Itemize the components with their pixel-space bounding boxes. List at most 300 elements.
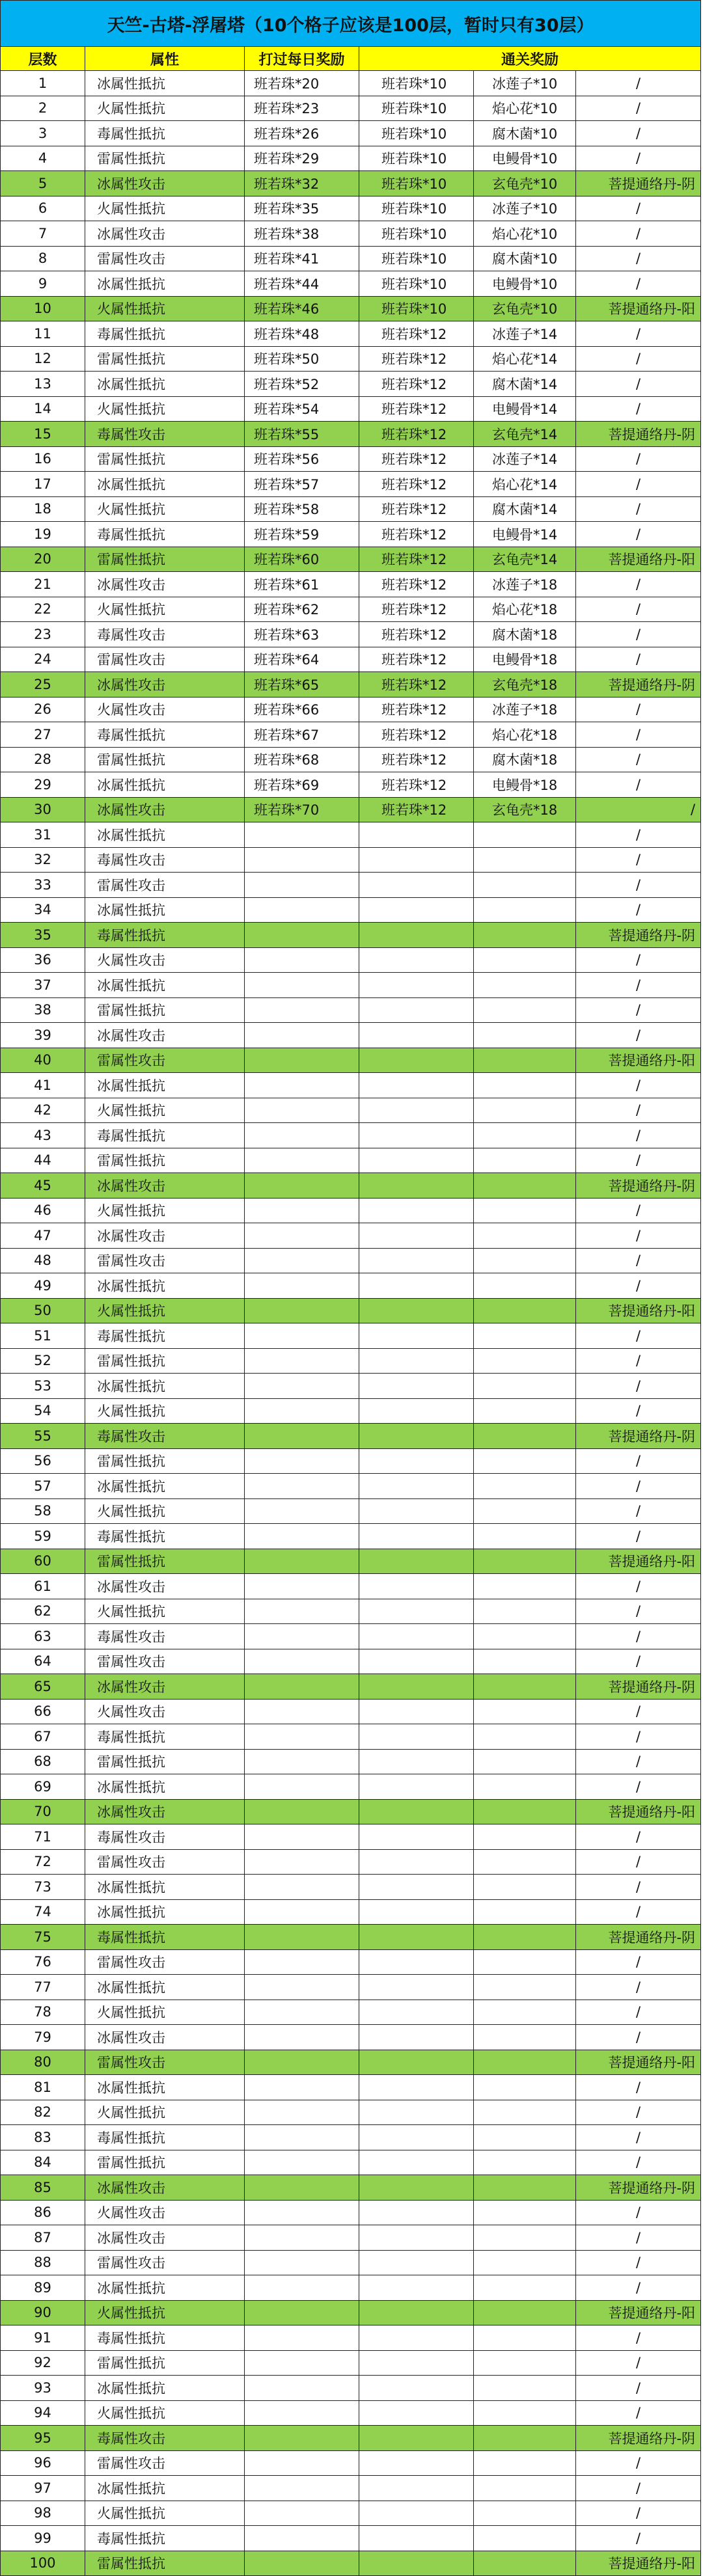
clear-reward-pill-cell: /	[576, 622, 701, 647]
floor-cell: 25	[1, 672, 85, 698]
clear-reward-pill-cell: /	[576, 697, 701, 722]
clear-reward-pill-cell: /	[576, 1824, 701, 1850]
clear-reward-material-cell	[474, 2125, 576, 2150]
clear-reward-beads-cell: 班若珠*12	[359, 321, 474, 347]
daily-reward-cell: 班若珠*50	[245, 346, 359, 372]
clear-reward-pill-cell: /	[576, 1899, 701, 1925]
floor-cell: 93	[1, 2376, 85, 2401]
clear-reward-pill-cell: /	[576, 346, 701, 372]
clear-reward-material-cell	[474, 1023, 576, 1048]
clear-reward-material-cell	[474, 1323, 576, 1349]
clear-reward-material-cell: 玄龟壳*10	[474, 296, 576, 321]
clear-reward-material-cell	[474, 2050, 576, 2075]
daily-reward-cell: 班若珠*46	[245, 296, 359, 321]
clear-reward-beads-cell	[359, 1398, 474, 1424]
attribute-cell: 火属性抵抗	[85, 2100, 245, 2125]
clear-reward-beads-cell	[359, 2225, 474, 2251]
daily-reward-cell: 班若珠*29	[245, 146, 359, 171]
clear-reward-pill-cell: /	[576, 1023, 701, 1048]
table-row	[1, 2325, 701, 2351]
clear-reward-material-cell: 玄龟壳*14	[474, 422, 576, 447]
clear-reward-pill-cell: /	[576, 1448, 701, 1474]
clear-reward-material-cell: 焰心花*14	[474, 472, 576, 497]
floor-cell: 45	[1, 1173, 85, 1199]
daily-reward-cell: 班若珠*60	[245, 547, 359, 572]
floor-cell: 27	[1, 722, 85, 748]
table-row	[1, 2200, 701, 2225]
attribute-cell: 火属性抵抗	[85, 1298, 245, 1323]
clear-reward-pill-cell: /	[576, 1223, 701, 1249]
floor-cell: 30	[1, 797, 85, 822]
attribute-cell: 火属性抵抗	[85, 196, 245, 221]
clear-reward-beads-cell	[359, 1448, 474, 1474]
clear-reward-pill-cell: /	[576, 2350, 701, 2376]
daily-reward-cell: 班若珠*20	[245, 71, 359, 96]
clear-reward-beads-cell: 班若珠*10	[359, 296, 474, 321]
table-row	[1, 923, 701, 948]
clear-reward-material-cell	[474, 822, 576, 848]
clear-reward-pill-cell: /	[576, 772, 701, 798]
daily-reward-cell	[245, 947, 359, 973]
table-row	[1, 697, 701, 722]
attribute-cell: 冰属性抵抗	[85, 1273, 245, 1299]
clear-reward-beads-cell	[359, 1073, 474, 1098]
attribute-cell: 冰属性攻击	[85, 572, 245, 597]
clear-reward-material-cell	[474, 847, 576, 873]
daily-reward-cell: 班若珠*67	[245, 722, 359, 748]
attribute-cell: 冰属性抵抗	[85, 2376, 245, 2401]
clear-reward-beads-cell	[359, 1699, 474, 1724]
daily-reward-cell	[245, 2450, 359, 2476]
attribute-cell: 火属性抵抗	[85, 2300, 245, 2325]
table-row	[1, 2426, 701, 2451]
floor-cell: 66	[1, 1699, 85, 1724]
floor-cell: 92	[1, 2350, 85, 2376]
clear-reward-beads-cell	[359, 2175, 474, 2201]
floor-cell: 91	[1, 2325, 85, 2351]
daily-reward-cell	[245, 1474, 359, 1499]
table-row	[1, 1348, 701, 1374]
table-row	[1, 1875, 701, 1900]
attribute-cell: 冰属性抵抗	[85, 1474, 245, 1499]
clear-reward-beads-cell	[359, 1348, 474, 1374]
floor-cell: 99	[1, 2526, 85, 2551]
table-row	[1, 146, 701, 171]
clear-reward-material-cell	[474, 1248, 576, 1273]
table-row	[1, 1649, 701, 1674]
floor-cell: 65	[1, 1674, 85, 1700]
clear-reward-beads-cell: 班若珠*10	[359, 121, 474, 146]
clear-reward-material-cell: 腐木菌*18	[474, 622, 576, 647]
attribute-cell: 雷属性抵抗	[85, 1749, 245, 1774]
attribute-cell: 火属性抵抗	[85, 496, 245, 522]
daily-reward-cell	[245, 2376, 359, 2401]
floor-cell: 39	[1, 1023, 85, 1048]
table-row	[1, 572, 701, 597]
floor-cell: 60	[1, 1549, 85, 1574]
table-row	[1, 622, 701, 647]
floor-cell: 46	[1, 1198, 85, 1223]
attribute-cell: 冰属性抵抗	[85, 1975, 245, 2000]
floor-cell: 52	[1, 1348, 85, 1374]
table-row	[1, 321, 701, 347]
clear-reward-material-cell: 电鳗骨*18	[474, 647, 576, 672]
clear-reward-material-cell: 腐木菌*18	[474, 747, 576, 772]
clear-reward-material-cell	[474, 1724, 576, 1750]
daily-reward-cell	[245, 2476, 359, 2501]
table-row	[1, 2376, 701, 2401]
header-clear-reward: 通关奖励	[359, 47, 701, 71]
clear-reward-beads-cell: 班若珠*12	[359, 446, 474, 472]
clear-reward-beads-cell	[359, 1949, 474, 1975]
clear-reward-beads-cell	[359, 1524, 474, 1549]
table-row	[1, 672, 701, 698]
clear-reward-beads-cell: 班若珠*10	[359, 146, 474, 171]
table-row	[1, 121, 701, 146]
clear-reward-material-cell	[474, 1398, 576, 1424]
floor-cell: 24	[1, 647, 85, 672]
clear-reward-material-cell	[474, 1975, 576, 2000]
daily-reward-cell	[245, 1223, 359, 1249]
attribute-cell: 火属性抵抗	[85, 296, 245, 321]
floor-cell: 63	[1, 1624, 85, 1649]
clear-reward-material-cell: 冰莲子*10	[474, 196, 576, 221]
floor-cell: 87	[1, 2225, 85, 2251]
daily-reward-cell	[245, 1048, 359, 1073]
clear-reward-material-cell	[474, 2275, 576, 2301]
clear-reward-material-cell	[474, 1048, 576, 1073]
clear-reward-pill-cell: 菩提通络丹-阴	[576, 1424, 701, 1449]
attribute-cell: 火属性抵抗	[85, 1398, 245, 1424]
daily-reward-cell	[245, 1148, 359, 1173]
clear-reward-beads-cell	[359, 2200, 474, 2225]
daily-reward-cell	[245, 1398, 359, 1424]
floor-cell: 53	[1, 1374, 85, 1399]
clear-reward-material-cell	[474, 1649, 576, 1674]
clear-reward-pill-cell: /	[576, 1474, 701, 1499]
daily-reward-cell	[245, 1248, 359, 1273]
daily-reward-cell	[245, 1448, 359, 1474]
table-row	[1, 2275, 701, 2301]
clear-reward-pill-cell: /	[576, 1749, 701, 1774]
clear-reward-pill-cell: 菩提通络丹-阳	[576, 296, 701, 321]
clear-reward-material-cell	[474, 1849, 576, 1875]
clear-reward-pill-cell: /	[576, 2200, 701, 2225]
attribute-cell: 雷属性抵抗	[85, 547, 245, 572]
clear-reward-pill-cell: 菩提通络丹-阳	[576, 547, 701, 572]
daily-reward-cell	[245, 2250, 359, 2275]
clear-reward-pill-cell: 菩提通络丹-阳	[576, 2050, 701, 2075]
daily-reward-cell: 班若珠*44	[245, 271, 359, 297]
clear-reward-pill-cell: /	[576, 1624, 701, 1649]
clear-reward-pill-cell: /	[576, 1098, 701, 1123]
clear-reward-beads-cell	[359, 1323, 474, 1349]
daily-reward-cell	[245, 2175, 359, 2201]
clear-reward-pill-cell: 菩提通络丹-阴	[576, 923, 701, 948]
clear-reward-material-cell	[474, 2175, 576, 2201]
table-row	[1, 1098, 701, 1123]
table-row	[1, 647, 701, 672]
table-row	[1, 1949, 701, 1975]
floor-cell: 50	[1, 1298, 85, 1323]
clear-reward-pill-cell: /	[576, 873, 701, 898]
daily-reward-cell	[245, 1424, 359, 1449]
daily-reward-cell: 班若珠*55	[245, 422, 359, 447]
attribute-cell: 冰属性抵抗	[85, 1875, 245, 1900]
clear-reward-beads-cell	[359, 1198, 474, 1223]
attribute-cell: 雷属性攻击	[85, 1048, 245, 1073]
floor-cell: 22	[1, 597, 85, 622]
table-row	[1, 1424, 701, 1449]
clear-reward-beads-cell	[359, 2100, 474, 2125]
clear-reward-beads-cell	[359, 1824, 474, 1850]
clear-reward-beads-cell	[359, 2400, 474, 2426]
table-row	[1, 1148, 701, 1173]
table-row	[1, 1198, 701, 1223]
clear-reward-pill-cell: /	[576, 2025, 701, 2050]
clear-reward-pill-cell: /	[576, 847, 701, 873]
daily-reward-cell: 班若珠*35	[245, 196, 359, 221]
floor-cell: 15	[1, 422, 85, 447]
clear-reward-beads-cell	[359, 2075, 474, 2100]
daily-reward-cell	[245, 1624, 359, 1649]
clear-reward-material-cell	[474, 1273, 576, 1299]
clear-reward-material-cell	[474, 1774, 576, 1800]
floor-cell: 20	[1, 547, 85, 572]
attribute-cell: 火属性抵抗	[85, 396, 245, 422]
clear-reward-material-cell: 腐木菌*14	[474, 372, 576, 397]
table-row	[1, 2526, 701, 2551]
table-row	[1, 1824, 701, 1850]
table-row	[1, 1474, 701, 1499]
clear-reward-beads-cell	[359, 822, 474, 848]
clear-reward-pill-cell: /	[576, 246, 701, 271]
clear-reward-pill-cell: 菩提通络丹-阴	[576, 2426, 701, 2451]
attribute-cell: 冰属性抵抗	[85, 2476, 245, 2501]
table-row	[1, 997, 701, 1023]
clear-reward-beads-cell: 班若珠*12	[359, 472, 474, 497]
attribute-cell: 雷属性攻击	[85, 2450, 245, 2476]
attribute-cell: 雷属性攻击	[85, 1649, 245, 1674]
clear-reward-beads-cell	[359, 873, 474, 898]
clear-reward-beads-cell	[359, 2376, 474, 2401]
table-row	[1, 822, 701, 848]
floor-cell: 55	[1, 1424, 85, 1449]
attribute-cell: 毒属性攻击	[85, 1824, 245, 1850]
floor-cell: 96	[1, 2450, 85, 2476]
attribute-cell: 火属性攻击	[85, 1699, 245, 1724]
clear-reward-pill-cell: 菩提通络丹-阴	[576, 1674, 701, 1700]
table-row	[1, 1624, 701, 1649]
floor-cell: 19	[1, 522, 85, 547]
floor-cell: 90	[1, 2300, 85, 2325]
clear-reward-beads-cell	[359, 997, 474, 1023]
table-row	[1, 772, 701, 798]
floor-cell: 51	[1, 1323, 85, 1349]
table-row	[1, 2400, 701, 2426]
clear-reward-material-cell	[474, 2025, 576, 2050]
attribute-cell: 毒属性攻击	[85, 622, 245, 647]
header-row	[1, 47, 701, 71]
clear-reward-beads-cell	[359, 947, 474, 973]
table-row	[1, 1323, 701, 1349]
floor-cell: 78	[1, 2000, 85, 2025]
floor-cell: 56	[1, 1448, 85, 1474]
daily-reward-cell	[245, 1749, 359, 1774]
attribute-cell: 火属性抵抗	[85, 1098, 245, 1123]
clear-reward-pill-cell: /	[576, 2000, 701, 2025]
table-row	[1, 2300, 701, 2325]
clear-reward-beads-cell	[359, 2150, 474, 2175]
clear-reward-material-cell	[474, 1474, 576, 1499]
daily-reward-cell	[245, 1374, 359, 1399]
floor-cell: 31	[1, 822, 85, 848]
clear-reward-material-cell: 焰心花*14	[474, 346, 576, 372]
daily-reward-cell	[245, 2325, 359, 2351]
clear-reward-material-cell	[474, 1875, 576, 1900]
clear-reward-beads-cell	[359, 1273, 474, 1299]
clear-reward-beads-cell: 班若珠*12	[359, 547, 474, 572]
table-row	[1, 246, 701, 271]
attribute-cell: 冰属性抵抗	[85, 271, 245, 297]
clear-reward-beads-cell	[359, 1173, 474, 1199]
attribute-cell: 毒属性抵抗	[85, 1323, 245, 1349]
floor-cell: 21	[1, 572, 85, 597]
attribute-cell: 毒属性抵抗	[85, 2526, 245, 2551]
daily-reward-cell	[245, 2350, 359, 2376]
daily-reward-cell: 班若珠*61	[245, 572, 359, 597]
clear-reward-beads-cell	[359, 1899, 474, 1925]
attribute-cell: 火属性攻击	[85, 697, 245, 722]
daily-reward-cell: 班若珠*41	[245, 246, 359, 271]
daily-reward-cell	[245, 2075, 359, 2100]
daily-reward-cell: 班若珠*68	[245, 747, 359, 772]
clear-reward-beads-cell	[359, 1724, 474, 1750]
table-row	[1, 1975, 701, 2000]
clear-reward-beads-cell: 班若珠*10	[359, 271, 474, 297]
attribute-cell: 冰属性攻击	[85, 2175, 245, 2201]
clear-reward-material-cell	[474, 2150, 576, 2175]
clear-reward-pill-cell: /	[576, 121, 701, 146]
table-row	[1, 2551, 701, 2576]
floor-cell: 41	[1, 1073, 85, 1098]
clear-reward-material-cell	[474, 1448, 576, 1474]
table-row	[1, 271, 701, 297]
clear-reward-material-cell	[474, 973, 576, 998]
clear-reward-pill-cell: /	[576, 2400, 701, 2426]
clear-reward-beads-cell: 班若珠*12	[359, 772, 474, 798]
attribute-cell: 雷属性抵抗	[85, 997, 245, 1023]
daily-reward-cell	[245, 2275, 359, 2301]
clear-reward-beads-cell: 班若珠*12	[359, 522, 474, 547]
daily-reward-cell	[245, 1975, 359, 2000]
floor-cell: 54	[1, 1398, 85, 1424]
clear-reward-beads-cell	[359, 973, 474, 998]
clear-reward-pill-cell: /	[576, 2225, 701, 2251]
floor-cell: 26	[1, 697, 85, 722]
table-row	[1, 1699, 701, 1724]
clear-reward-beads-cell: 班若珠*12	[359, 722, 474, 748]
clear-reward-material-cell	[474, 1374, 576, 1399]
table-row	[1, 1599, 701, 1624]
floor-cell: 67	[1, 1724, 85, 1750]
clear-reward-beads-cell	[359, 1023, 474, 1048]
floor-cell: 84	[1, 2150, 85, 2175]
floor-cell: 61	[1, 1574, 85, 1599]
table-row	[1, 1123, 701, 1148]
daily-reward-cell	[245, 1699, 359, 1724]
clear-reward-material-cell	[474, 1223, 576, 1249]
clear-reward-pill-cell: /	[576, 1949, 701, 1975]
clear-reward-material-cell	[474, 2450, 576, 2476]
clear-reward-beads-cell	[359, 1975, 474, 2000]
daily-reward-cell	[245, 1824, 359, 1850]
attribute-cell: 冰属性攻击	[85, 2225, 245, 2251]
attribute-cell: 雷属性抵抗	[85, 1348, 245, 1374]
floor-cell: 80	[1, 2050, 85, 2075]
clear-reward-pill-cell: /	[576, 2325, 701, 2351]
daily-reward-cell	[245, 1498, 359, 1524]
daily-reward-cell	[245, 1849, 359, 1875]
table-row	[1, 221, 701, 247]
attribute-cell: 雷属性抵抗	[85, 346, 245, 372]
clear-reward-pill-cell: 菩提通络丹-阳	[576, 2551, 701, 2576]
clear-reward-material-cell	[474, 1549, 576, 1574]
clear-reward-material-cell: 玄龟壳*14	[474, 547, 576, 572]
clear-reward-pill-cell: /	[576, 472, 701, 497]
clear-reward-pill-cell: 菩提通络丹-阴	[576, 1173, 701, 1199]
daily-reward-cell: 班若珠*56	[245, 446, 359, 472]
clear-reward-pill-cell: 菩提通络丹-阴	[576, 1925, 701, 1950]
table-row	[1, 1374, 701, 1399]
floor-cell: 33	[1, 873, 85, 898]
clear-reward-beads-cell: 班若珠*10	[359, 246, 474, 271]
title-row	[1, 1, 701, 47]
table-row	[1, 2000, 701, 2025]
floor-cell: 95	[1, 2426, 85, 2451]
floor-cell: 12	[1, 346, 85, 372]
floor-cell: 8	[1, 246, 85, 271]
floor-cell: 29	[1, 772, 85, 798]
daily-reward-cell	[245, 1724, 359, 1750]
floor-cell: 81	[1, 2075, 85, 2100]
clear-reward-material-cell	[474, 1599, 576, 1624]
clear-reward-pill-cell: 菩提通络丹-阴	[576, 672, 701, 698]
table-row	[1, 947, 701, 973]
table-row	[1, 1799, 701, 1824]
table-row	[1, 2150, 701, 2175]
clear-reward-beads-cell	[359, 1148, 474, 1173]
daily-reward-cell	[245, 1348, 359, 1374]
table-row	[1, 2450, 701, 2476]
daily-reward-cell	[245, 1198, 359, 1223]
attribute-cell: 雷属性抵抗	[85, 446, 245, 472]
floor-cell: 3	[1, 121, 85, 146]
clear-reward-pill-cell: /	[576, 71, 701, 96]
daily-reward-cell: 班若珠*64	[245, 647, 359, 672]
clear-reward-pill-cell: /	[576, 947, 701, 973]
attribute-cell: 雷属性攻击	[85, 246, 245, 271]
clear-reward-beads-cell	[359, 1498, 474, 1524]
clear-reward-beads-cell	[359, 1799, 474, 1824]
clear-reward-beads-cell	[359, 2476, 474, 2501]
clear-reward-beads-cell	[359, 1774, 474, 1800]
clear-reward-material-cell	[474, 1198, 576, 1223]
clear-reward-pill-cell: /	[576, 446, 701, 472]
table-row	[1, 1849, 701, 1875]
table-row	[1, 2250, 701, 2275]
clear-reward-beads-cell: 班若珠*10	[359, 171, 474, 197]
